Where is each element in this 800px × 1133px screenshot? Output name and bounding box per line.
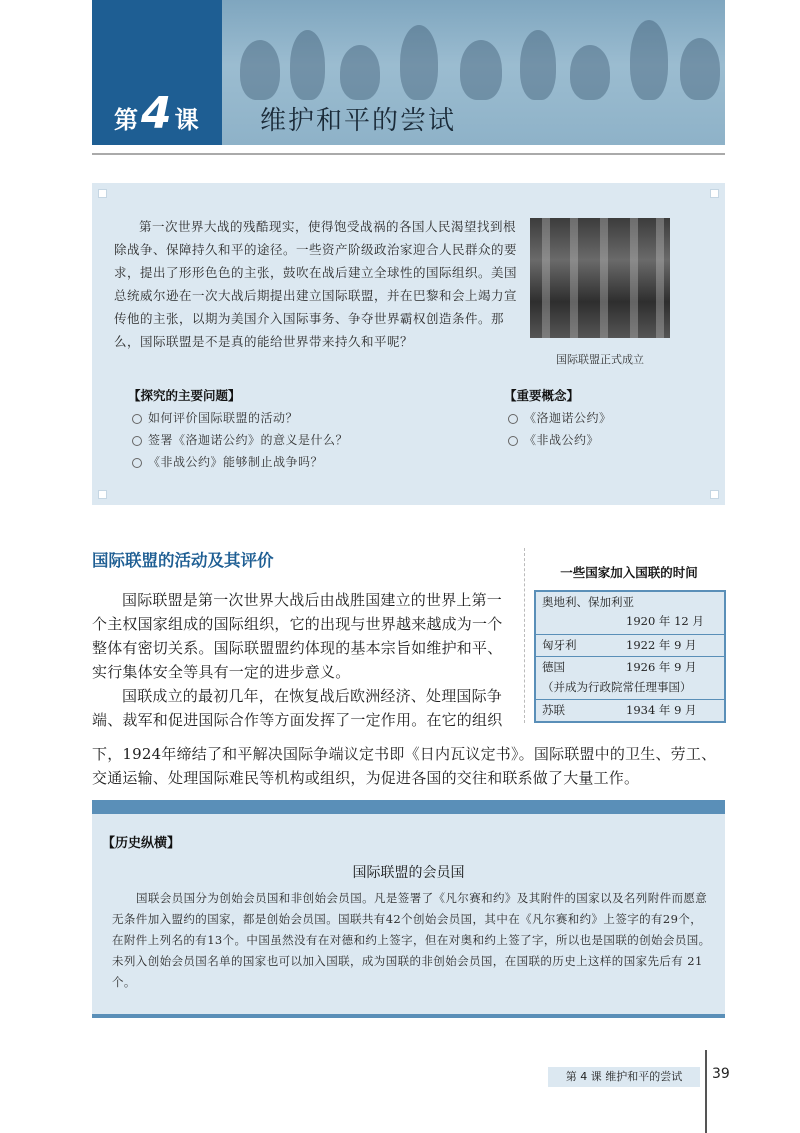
corner-mark xyxy=(710,490,719,499)
join-dates-table xyxy=(534,590,726,723)
history-title: 国际联盟的会员国 xyxy=(352,865,465,881)
section-title: 国际联盟的活动及其评价 xyxy=(92,551,274,570)
table-row: 匈牙利 1922 年 9 月 xyxy=(536,634,724,656)
corner-mark xyxy=(98,490,107,499)
question-item: 签署《洛迦诺公约》的意义是什么？ xyxy=(132,431,348,448)
table-row: 奥地利、保加利亚 1920 年 12 月 xyxy=(542,595,704,628)
concepts-heading: 【重要概念】 xyxy=(504,388,580,403)
footer-divider xyxy=(705,1050,707,1133)
history-text: 国联会员国分为创始会员国和非创始会员国。凡是签署了《凡尔赛和约》及其附件的国家以及名列附件而愿意无条件加入盟约的国家，都是创始会员国。国联共有42个创始会员国，其中在《凡尔赛和约》上签字的有29个，在附件上列名的有13个。中国虽然没有在对德和约上签字，但在对奥和约上签了字，所以也是国联的创始会员国。未列入创始会员国名单的国家也可以加入国联，成为国联的非创始会员国，在国联的历史上这样的国家先后有 21 个。 xyxy=(112,891,711,989)
question-item: 《非战公约》能够制止战争吗？ xyxy=(132,453,323,470)
header-divider xyxy=(92,153,725,155)
history-box-top-bar xyxy=(92,800,725,814)
history-label: 【历史纵横】 xyxy=(102,836,181,851)
lesson-number-block xyxy=(92,0,222,145)
photo-caption: 国际联盟正式成立 xyxy=(556,353,644,366)
corner-mark xyxy=(710,189,719,198)
lesson-number: 4 xyxy=(141,88,172,139)
history-box-bottom-bar xyxy=(92,1014,725,1018)
concept-item: 《非战公约》 xyxy=(508,431,599,448)
league-founding-photo xyxy=(530,218,670,338)
lesson-title: 维护和平的尝试 xyxy=(260,106,457,136)
lesson-prefix: 第 xyxy=(114,106,138,134)
question-item: 如何评价国际联盟的活动？ xyxy=(132,409,298,426)
concept-item: 《洛迦诺公约》 xyxy=(508,409,612,426)
corner-mark xyxy=(98,189,107,198)
body-paragraph: 国联成立的最初几年，在恢复战后欧洲经济、处理国际争端、裁军和促进国际合作等方面发挥了一定作用。在它的组织 xyxy=(92,687,503,729)
table-title: 一些国家加入国联的时间 xyxy=(560,565,698,580)
page-number: 39 xyxy=(712,1066,730,1082)
questions-heading: 【探究的主要问题】 xyxy=(128,388,241,403)
body-paragraph: 国际联盟是第一次世界大战后由战胜国建立的世界上第一个主权国家组成的国际组织，它的出现与世界越来越成为一个整体有密切关系。国际联盟盟约体现的基本宗旨如维护和平、实行集体安全等具有一定的进步意义。 xyxy=(92,591,503,681)
table-row: 苏联 1934 年 9 月 xyxy=(536,699,724,721)
column-divider xyxy=(524,548,525,723)
intro-box xyxy=(92,183,725,505)
footer-lesson-tag: 第 4 课 维护和平的尝试 xyxy=(548,1067,700,1087)
intro-paragraph: 第一次世界大战的残酷现实，使得饱受战祸的各国人民渴望找到根除战争、保障持久和平的途径。一些资产阶级政治家迎合人民群众的要求，提出了形形色色的主张，鼓吹在战后建立全球性的国际组织。美国总统威尔逊在一次大战后期提出建立国际联盟，并在巴黎和会上竭力宣传他的主张，以期为美国介入国际事务、争夺世界霸权创造条件。那么，国际联盟是不是真的能给世界带来持久和平呢？ xyxy=(114,219,518,349)
history-sidebar-box xyxy=(92,800,725,1018)
body-paragraph-continued: 下，1924年缔结了和平解决国际争端议定书即《日内瓦议定书》。国际联盟中的卫生、劳工、交通运输、处理国际难民等机构或组织，为促进各国的交往和联系做了大量工作。 xyxy=(92,745,717,787)
table-row: 德国 1926 年 9 月 （并成为行政院常任理事国） xyxy=(536,656,724,699)
lesson-suffix: 课 xyxy=(174,106,199,134)
